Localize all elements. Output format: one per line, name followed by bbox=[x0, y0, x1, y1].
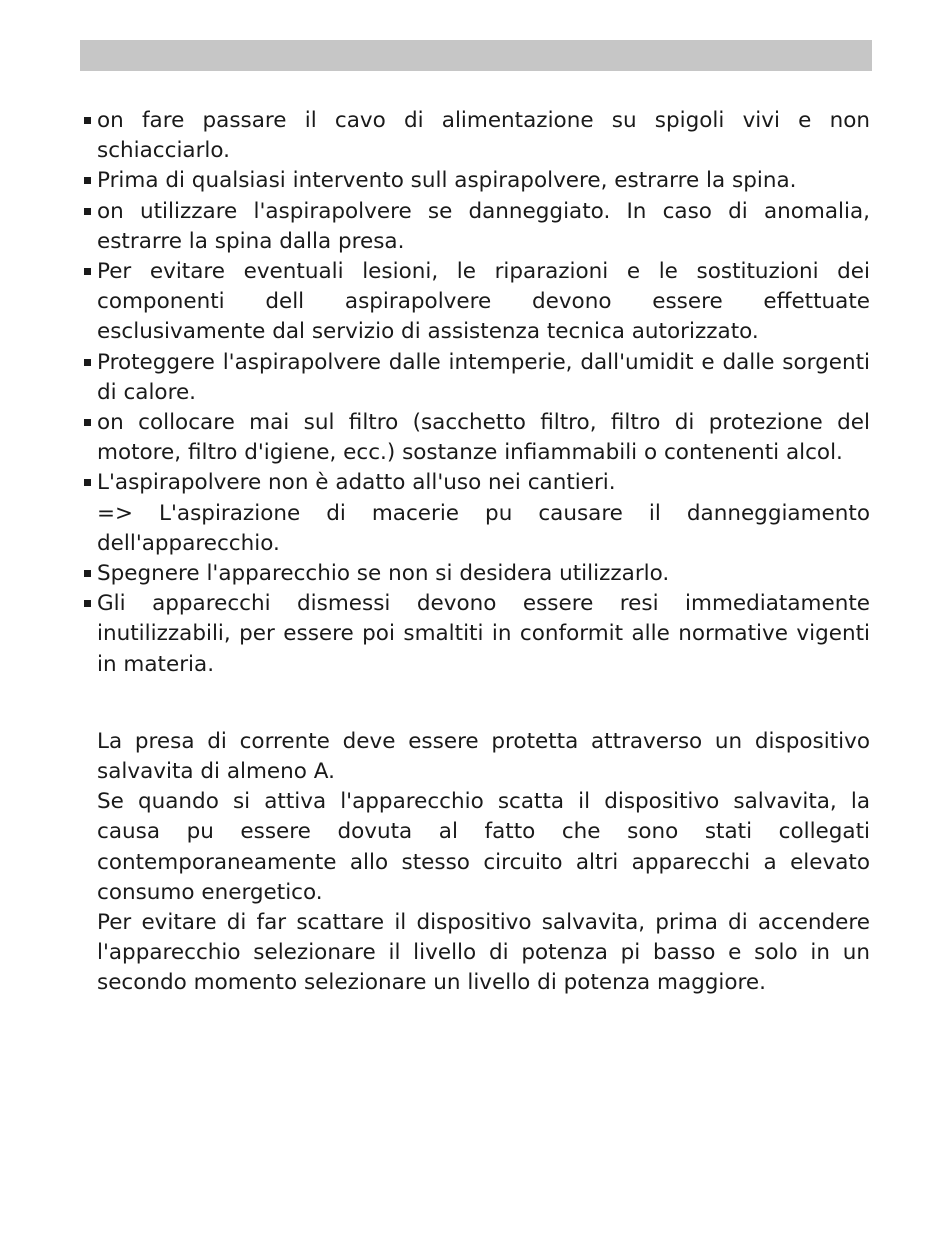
bullet-item bbox=[82, 197, 870, 257]
bullet-item bbox=[82, 106, 870, 166]
bullet-square-icon bbox=[84, 419, 91, 426]
safety-bullet-list bbox=[82, 106, 870, 680]
paragraph: La presa di corrente deve essere protetta attraverso un dispositivo salvavita di almeno A. bbox=[97, 728, 870, 785]
bullet-text: L'aspirapolvere non è adatto all'uso nei cantieri. bbox=[97, 470, 616, 496]
bullet-text: on utilizzare l'aspirapolvere se danneggiato. In caso di anomalia, estrarre la spina dalla presa. bbox=[97, 198, 870, 254]
bullet-note-text: => L'aspirazione di macerie pu causare il danneggiamento dell'apparecchio. bbox=[97, 500, 870, 556]
paragraph: Se quando si attiva l'apparecchio scatta il dispositivo salvavita, la causa pu essere dovuta al fatto che sono stati collegati contemporaneamente allo stesso circuito altri apparecchi a elevato consumo energetico. bbox=[97, 789, 870, 905]
bullet-square-icon bbox=[84, 208, 91, 215]
page-content bbox=[82, 106, 870, 999]
bullet-square-icon bbox=[84, 570, 91, 577]
bullet-item bbox=[82, 408, 870, 468]
bullet-square-icon bbox=[84, 117, 91, 124]
bullet-text: Gli apparecchi dismessi devono essere resi immediatamente inutilizzabili, per essere poi smaltiti in conformit alle normative vigenti in materia. bbox=[97, 591, 870, 677]
bullet-text: Prima di qualsiasi intervento sull aspirapolvere, estrarre la spina. bbox=[97, 168, 797, 194]
electrical-notes bbox=[82, 727, 870, 999]
bullet-square-icon bbox=[84, 268, 91, 275]
bullet-note bbox=[82, 499, 870, 559]
bullet-item bbox=[82, 589, 870, 680]
bullet-item bbox=[82, 468, 870, 559]
bullet-text: on fare passare il cavo di alimentazione su spigoli vivi e non schiacciarlo. bbox=[97, 108, 870, 164]
bullet-square-icon bbox=[84, 600, 91, 607]
bullet-text: on collocare mai sul filtro (sacchetto filtro, filtro di protezione del motore, filtro d'igiene, ecc.) sostanze infiammabili o contenenti alcol. bbox=[97, 410, 870, 466]
bullet-item bbox=[82, 257, 870, 348]
bullet-text: Spegnere l'apparecchio se non si desidera utilizzarlo. bbox=[97, 561, 670, 587]
paragraph: Per evitare di far scattare il dispositivo salvavita, prima di accendere l'apparecchio selezionare il livello di potenza pi basso e solo in un secondo momento selezionare un livello di potenza maggiore. bbox=[97, 910, 870, 996]
bullet-text: Proteggere l'aspirapolvere dalle intemperie, dall'umidit e dalle sorgenti di calore. bbox=[97, 349, 870, 405]
bullet-item bbox=[82, 559, 870, 589]
bullet-square-icon bbox=[84, 359, 91, 366]
bullet-square-icon bbox=[84, 177, 91, 184]
header-bar bbox=[80, 40, 872, 71]
bullet-item bbox=[82, 166, 870, 196]
bullet-text: Per evitare eventuali lesioni, le riparazioni e le sostituzioni dei componenti dell aspirapolvere devono essere effettuate esclusivamente dal servizio di assistenza tecnica autorizzato. bbox=[97, 259, 870, 345]
bullet-item bbox=[82, 348, 870, 408]
bullet-square-icon bbox=[84, 479, 91, 486]
